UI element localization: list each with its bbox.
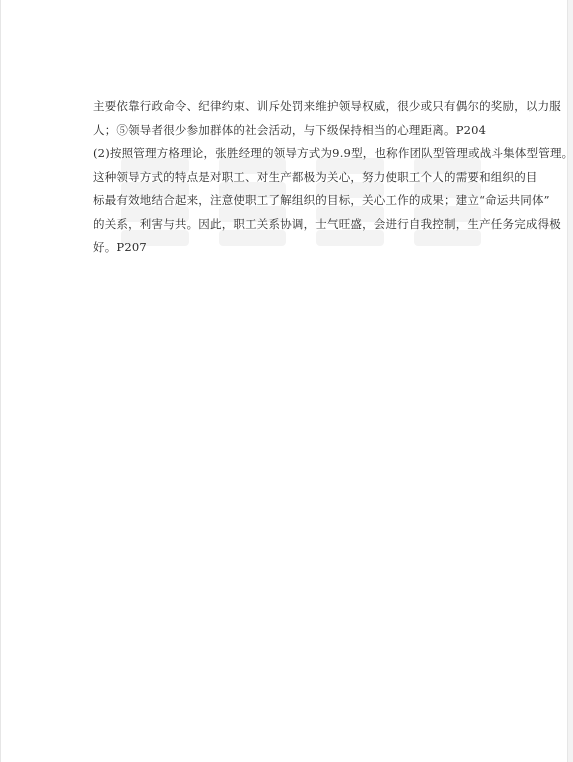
paragraph-2-line-3: 标最有效地结合起来，注意使职工了解组织的目标，关心工作的成果；建立“命运共同体” [93, 193, 550, 207]
paragraph-2-line-5: 好。P207 [93, 240, 147, 254]
body-text [93, 95, 573, 260]
paragraph-2-line-1: (2)按照管理方格理论，张胜经理的领导方式为9.9型，也称作团队型管理或战斗集体型管理。 [93, 146, 573, 160]
paragraph-1-line-2: 人；⑤领导者很少参加群体的社会活动，与下级保持相当的心理距离。P204 [93, 122, 487, 137]
paragraph-2-line-2: 这种领导方式的特点是对职工、对生产都极为关心，努力使职工个人的需要和组织的目 [93, 169, 538, 184]
paragraph-2-line-4: 的关系，利害与共。因此，职工关系协调，士气旺盛，会进行自我控制，生产任务完成得极 [93, 216, 561, 231]
paragraph-1-line-1: 主要依靠行政命令、纪律约束、训斥处罚来维护领导权威，很少或只有偶尔的奖励，以力服 [93, 99, 561, 113]
